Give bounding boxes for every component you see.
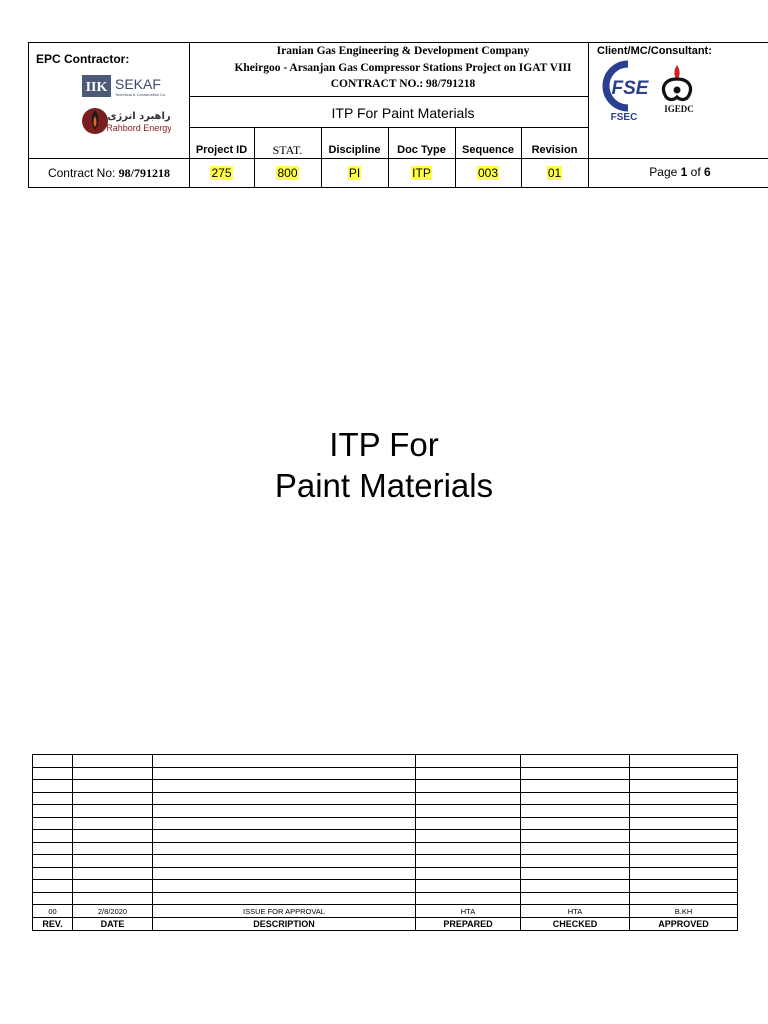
empty-revision-row — [33, 767, 738, 780]
sekaf-subtitle: Technical & Construction Co. — [115, 92, 167, 97]
empty-cell — [521, 817, 630, 830]
fsec-name: FSEC — [610, 112, 638, 122]
empty-cell — [153, 792, 416, 805]
empty-cell — [416, 792, 521, 805]
empty-cell — [416, 842, 521, 855]
empty-cell — [416, 867, 521, 880]
empty-cell — [33, 805, 73, 818]
empty-cell — [73, 780, 153, 793]
company-name: Iranian Gas Engineering & Development Company — [276, 45, 530, 57]
col-stat: STAT. — [272, 143, 303, 157]
approved-header: APPROVED — [630, 918, 738, 931]
empty-cell — [521, 792, 630, 805]
revision-header-row — [33, 918, 738, 931]
empty-cell — [33, 830, 73, 843]
empty-cell — [630, 817, 738, 830]
empty-cell — [630, 767, 738, 780]
client-label: Client/MC/Consultant: — [597, 45, 712, 57]
col-project-id: Project ID — [195, 144, 248, 156]
empty-cell — [416, 767, 521, 780]
sekaf-mark: IIK — [85, 80, 108, 95]
empty-cell — [33, 880, 73, 893]
page-current: 1 — [680, 165, 688, 179]
empty-cell — [630, 880, 738, 893]
igedc-name: IGEDC — [664, 104, 694, 114]
empty-cell — [416, 830, 521, 843]
cover-title-line2: Paint Materials — [274, 467, 494, 504]
empty-cell — [416, 880, 521, 893]
page-prefix: Page — [649, 165, 678, 179]
empty-cell — [73, 792, 153, 805]
empty-cell — [416, 755, 521, 768]
empty-cell — [73, 755, 153, 768]
empty-cell — [73, 842, 153, 855]
rev-cell: 00 — [33, 905, 73, 918]
revision-value: 01 — [547, 166, 562, 180]
empty-cell — [153, 880, 416, 893]
rahbord-persian-name: راهبرد انرژی — [107, 111, 171, 122]
empty-cell — [153, 805, 416, 818]
empty-cell — [33, 867, 73, 880]
checked-header: CHECKED — [521, 918, 630, 931]
empty-cell — [521, 892, 630, 905]
empty-revision-row — [33, 842, 738, 855]
empty-cell — [153, 892, 416, 905]
empty-cell — [73, 892, 153, 905]
empty-cell — [33, 855, 73, 868]
empty-cell — [73, 855, 153, 868]
col-sequence: Sequence — [462, 144, 514, 156]
doc-type-value: ITP — [412, 166, 431, 180]
page-of: of — [690, 165, 701, 179]
empty-cell — [521, 867, 630, 880]
empty-cell — [33, 817, 73, 830]
description-cell: ISSUE FOR APPROVAL — [153, 905, 416, 918]
divider — [189, 96, 588, 97]
checked-cell: HTA — [521, 905, 630, 918]
empty-cell — [630, 867, 738, 880]
rahbord-english-name: Rahbord Energy — [106, 123, 171, 133]
value-discipline — [321, 159, 388, 189]
empty-cell — [521, 880, 630, 893]
empty-revision-row — [33, 755, 738, 768]
revision-table-body — [33, 755, 738, 931]
empty-cell — [630, 805, 738, 818]
empty-cell — [521, 755, 630, 768]
page-total: 6 — [704, 165, 711, 179]
contract-number — [29, 159, 189, 189]
prepared-cell: HTA — [416, 905, 521, 918]
col-discipline: Discipline — [328, 144, 381, 156]
rahbord-logo — [81, 104, 171, 143]
empty-revision-row — [33, 817, 738, 830]
page-number — [589, 159, 768, 189]
empty-revision-row — [33, 780, 738, 793]
date-cell: 2/8/2020 — [73, 905, 153, 918]
col-revision: Revision — [531, 144, 578, 156]
empty-cell — [153, 867, 416, 880]
empty-revision-row — [33, 792, 738, 805]
empty-cell — [33, 755, 73, 768]
prepared-header: PREPARED — [416, 918, 521, 931]
empty-cell — [416, 805, 521, 818]
empty-revision-row — [33, 855, 738, 868]
epc-contractor-label: EPC Contractor: — [36, 52, 130, 66]
value-revision — [521, 159, 588, 189]
empty-cell — [153, 817, 416, 830]
value-stat — [254, 159, 321, 189]
empty-cell — [521, 780, 630, 793]
project-name: Kheirgoo - Arsanjan Gas Compressor Stations Project on IGAT VIII — [234, 62, 572, 74]
fsec-mark: FSE — [611, 78, 649, 99]
empty-cell — [630, 892, 738, 905]
empty-revision-row — [33, 892, 738, 905]
date-header: DATE — [73, 918, 153, 931]
empty-cell — [630, 855, 738, 868]
rev-header: REV. — [33, 918, 73, 931]
empty-cell — [153, 755, 416, 768]
empty-cell — [73, 830, 153, 843]
empty-cell — [73, 805, 153, 818]
stat-value: 800 — [277, 166, 298, 180]
empty-cell — [153, 780, 416, 793]
empty-cell — [153, 855, 416, 868]
document-title: ITP For Paint Materials — [331, 105, 475, 121]
empty-cell — [153, 767, 416, 780]
revision-row — [33, 905, 738, 918]
empty-cell — [521, 767, 630, 780]
empty-cell — [630, 842, 738, 855]
empty-cell — [33, 842, 73, 855]
empty-cell — [33, 792, 73, 805]
empty-revision-row — [33, 805, 738, 818]
empty-cell — [153, 830, 416, 843]
sekaf-logo — [82, 74, 174, 105]
empty-revision-row — [33, 867, 738, 880]
discipline-value: PI — [348, 166, 361, 180]
value-doc-type — [388, 159, 455, 189]
empty-cell — [630, 755, 738, 768]
value-sequence — [455, 159, 521, 189]
cover-title — [0, 424, 768, 506]
empty-cell — [630, 830, 738, 843]
empty-cell — [73, 817, 153, 830]
value-project-id — [189, 159, 254, 189]
empty-cell — [33, 767, 73, 780]
empty-cell — [521, 830, 630, 843]
empty-cell — [416, 855, 521, 868]
empty-cell — [416, 817, 521, 830]
cover-title-line1: ITP For — [329, 426, 439, 463]
contract-number-line: CONTRACT NO.: 98/791218 — [330, 78, 476, 90]
igedc-logo — [653, 63, 709, 120]
empty-cell — [33, 780, 73, 793]
sekaf-name: SEKAF — [115, 76, 161, 92]
document-header — [28, 42, 768, 188]
empty-revision-row — [33, 830, 738, 843]
empty-cell — [416, 780, 521, 793]
empty-cell — [73, 867, 153, 880]
empty-cell — [33, 892, 73, 905]
empty-cell — [521, 855, 630, 868]
approved-cell: B.KH — [630, 905, 738, 918]
project-id-value: 275 — [211, 166, 232, 180]
contract-value: 98/791218 — [118, 166, 171, 180]
empty-revision-row — [33, 880, 738, 893]
fsec-logo — [598, 60, 654, 127]
empty-cell — [521, 842, 630, 855]
empty-cell — [73, 880, 153, 893]
col-doc-type: Doc Type — [397, 144, 446, 156]
revision-history-table — [32, 754, 738, 931]
description-header: DESCRIPTION — [153, 918, 416, 931]
empty-cell — [630, 792, 738, 805]
empty-cell — [73, 767, 153, 780]
empty-cell — [416, 892, 521, 905]
sequence-value: 003 — [477, 166, 499, 180]
empty-cell — [153, 842, 416, 855]
empty-cell — [630, 780, 738, 793]
contract-label: Contract No: — [47, 166, 116, 180]
empty-cell — [521, 805, 630, 818]
